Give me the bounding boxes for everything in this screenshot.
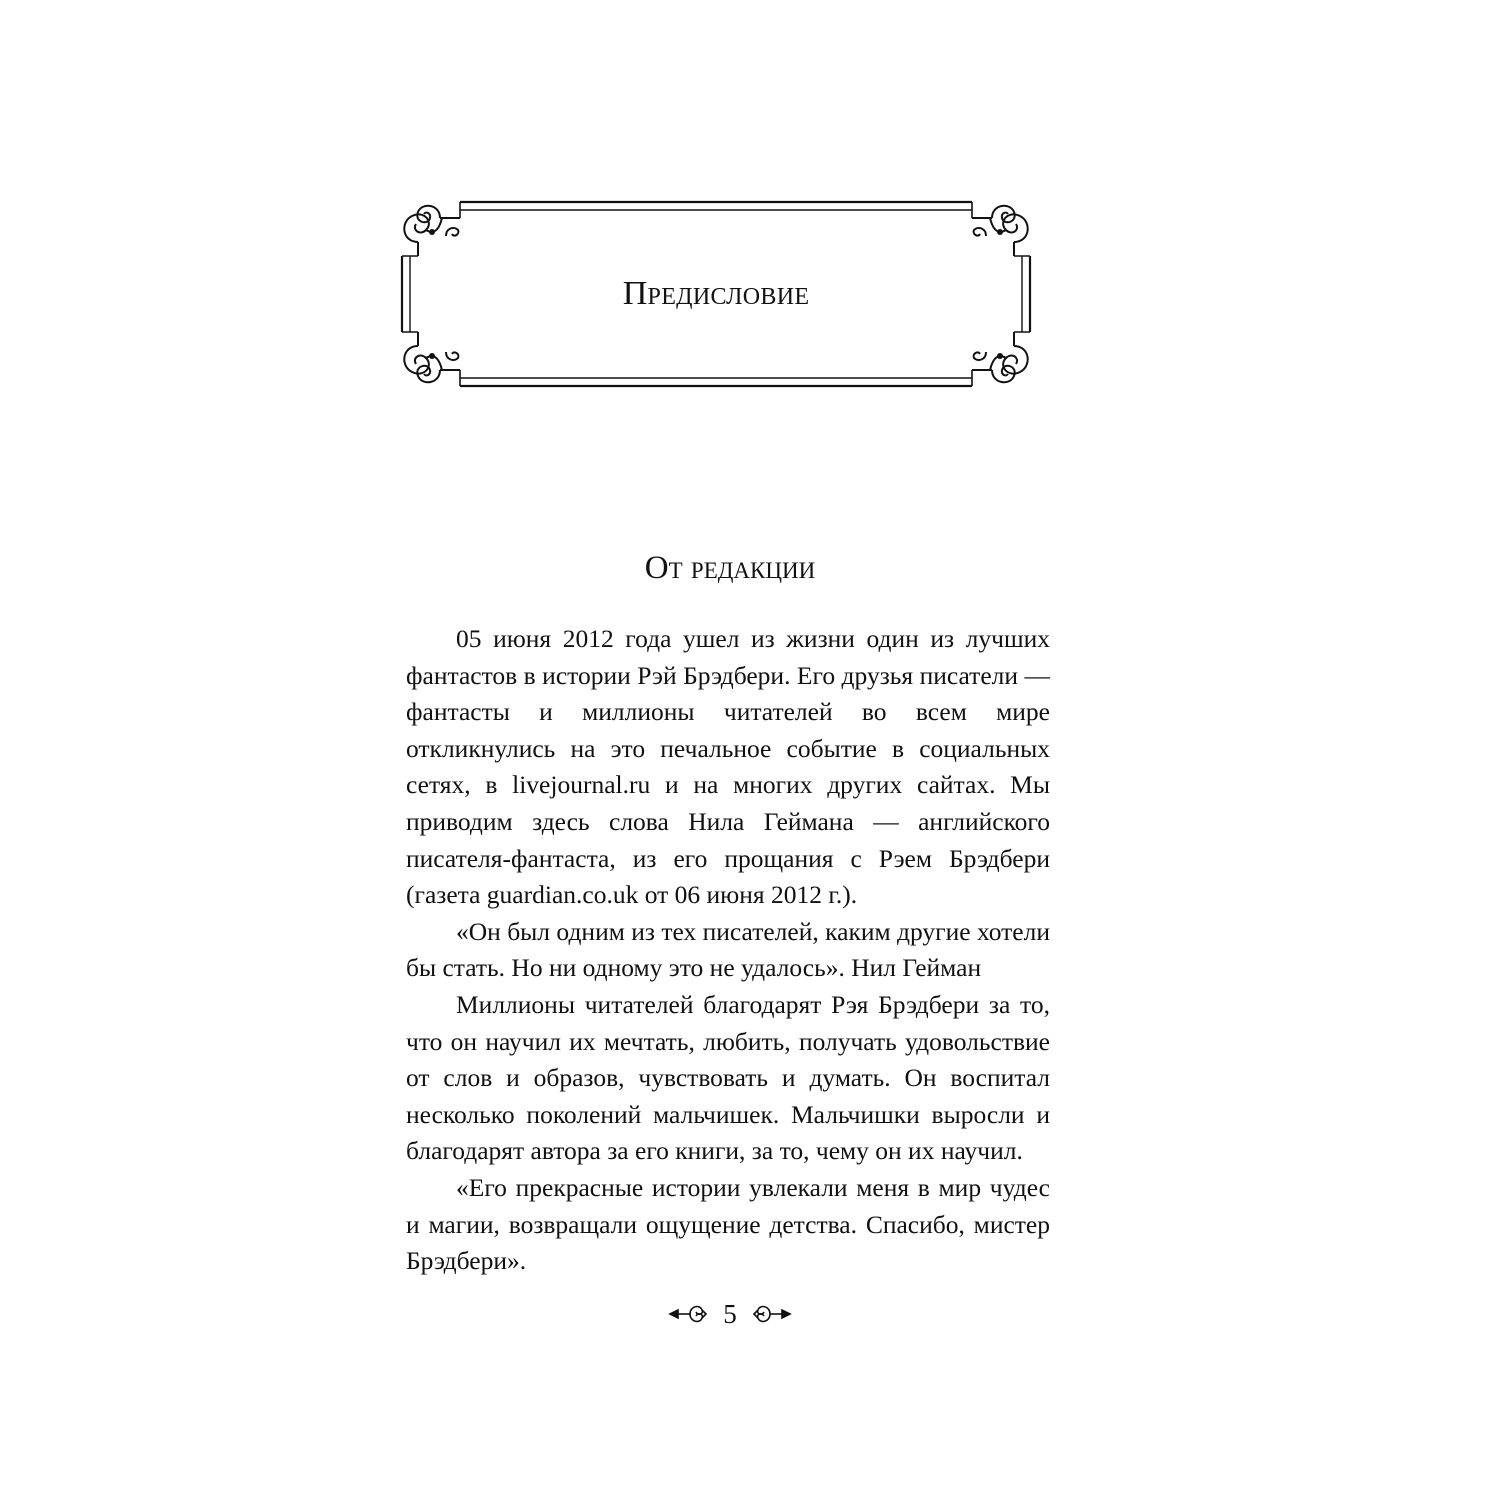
paragraph: Миллионы читателей благодарят Рэя Брэдбери за то, что он научил их мечтать, любить, получать удовольствие от слов и образов, чувствовать и думать. Он воспитал несколько поколений мальчишек. Мальчишки выросли и благодарят автора за его книги, за то, чему он их научил. (406, 989, 1050, 1166)
chapter-title: Предисловие (622, 275, 810, 312)
chapter-header-frame (396, 196, 1036, 392)
fleuron-right-icon (752, 1302, 792, 1326)
paragraph: 05 июня 2012 года ушел из жизни один из лучших фантастов в истории Рэй Брэдбери. Его друзья писатели — фантасты и миллионы читателей во всем мире откликнулись на это печальное событие в социальных сетях, в livejournal.ru и на многих других сайтах. Мы приводим здесь слова Нила Геймана — английского писателя-фантаста, из его прощания с Рэем Брэдбери (газета guardian.co.uk от 06 июня 2012 г.). (406, 624, 1050, 910)
paragraph: «Его прекрасные истории увлекали меня в мир чудес и магии, возвращали ощущение детства. Спасибо, мистер Брэдбери». (406, 1172, 1050, 1276)
paragraph: «Он был одним из тех писателей, каким другие хотели бы стать. Но ни одному это не удалось». Нил Гейман (406, 916, 1050, 983)
body-text (406, 621, 1050, 1280)
section-title: От редакции (644, 550, 816, 586)
folio (640, 1294, 820, 1334)
page-number: 5 (723, 1299, 737, 1329)
